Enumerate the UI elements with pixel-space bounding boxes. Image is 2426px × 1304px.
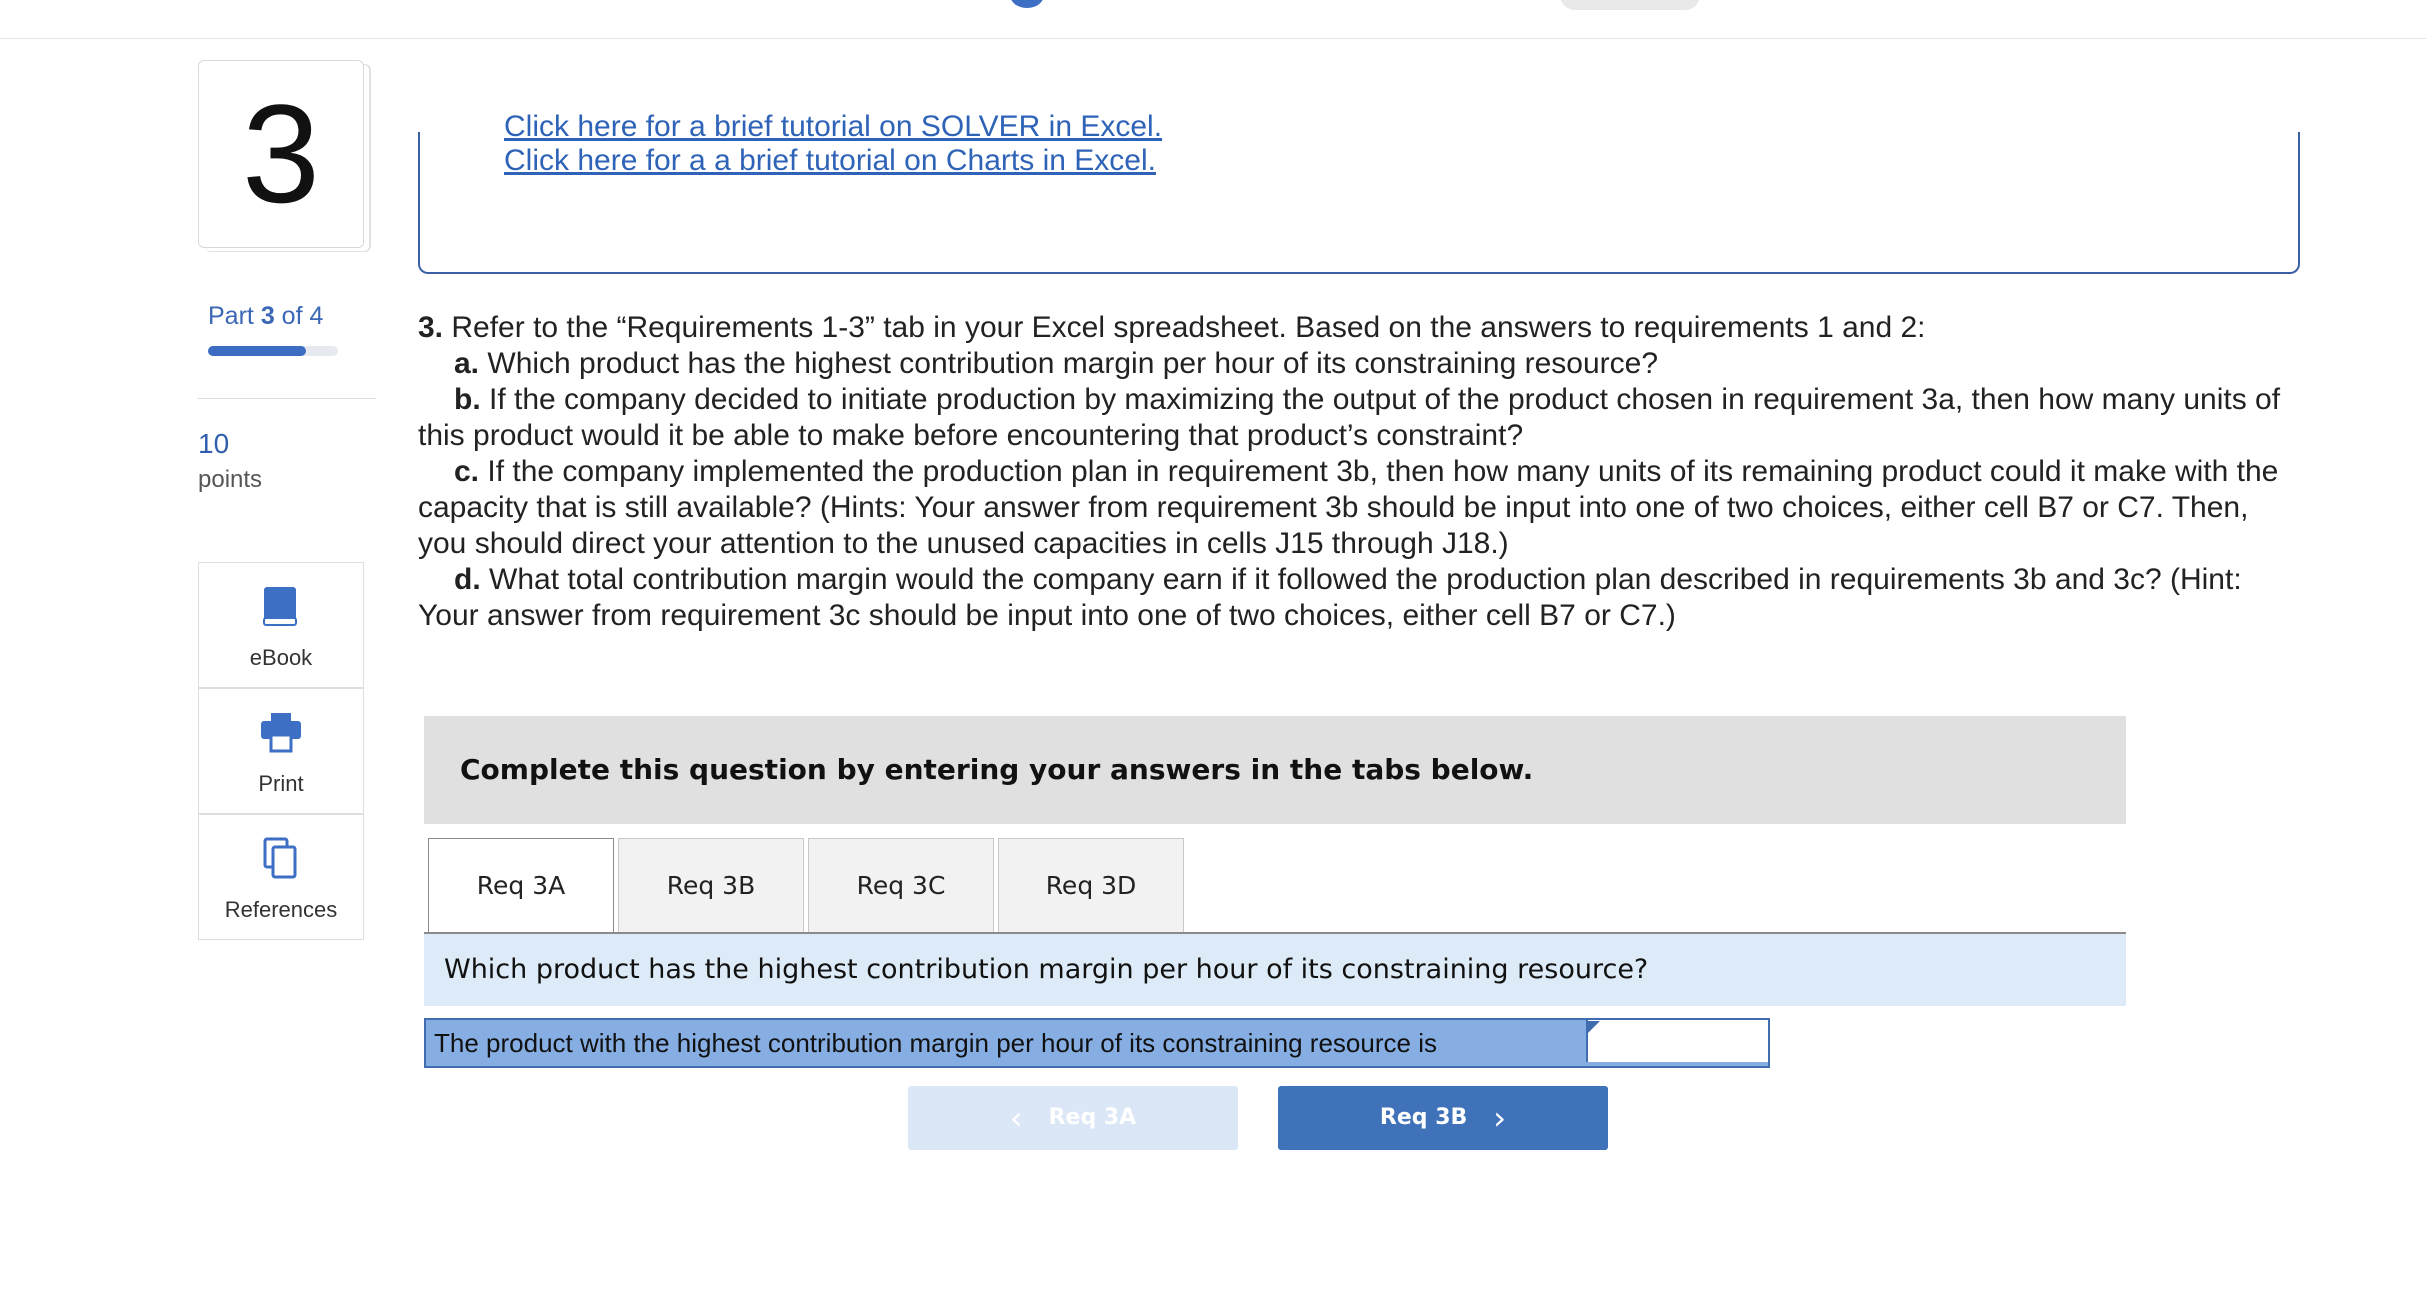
prompt-b-text: If the company decided to initiate production by maximizing the output of the product chosen in requirement 3a, then how many units of this product would it be able to make before encountering that product’s constraint?	[418, 383, 2281, 452]
previous-requirement-button[interactable]	[908, 1086, 1238, 1150]
prompt-b-label: b.	[454, 383, 481, 416]
print-label: Print	[258, 771, 304, 796]
prompt-lead: Refer to the “Requirements 1-3” tab in your Excel spreadsheet. Based on the answers to requirements 1 and 2:	[451, 311, 1926, 344]
answer-label: The product with the highest contribution margin per hour of its constraining resource is	[434, 1028, 1437, 1058]
question-prompt	[418, 310, 2298, 634]
tab-req-3c[interactable]: Req 3C	[808, 838, 994, 934]
requirement-question-banner	[424, 934, 2126, 1006]
prompt-c-label: c.	[454, 455, 480, 488]
answer-input[interactable]	[1586, 1020, 1768, 1062]
charts-tutorial-link[interactable]: Click here for a a brief tutorial on Charts in Excel.	[504, 144, 1156, 177]
instruction-panel	[424, 716, 2126, 824]
left-divider	[198, 398, 376, 399]
prompt-d-text: What total contribution margin would the company earn if it followed the production plan described in requirements 3b and 3c? (Hint: Your answer from requirement 3c should be input into one of two choices, either cell B7 or C7.)	[418, 563, 2242, 632]
requirement-question-text: Which product has the highest contribution margin per hour of its constraining resource?	[444, 954, 1649, 985]
tab-req-3b[interactable]: Req 3B	[618, 838, 804, 934]
prompt-d-label: d.	[454, 563, 481, 596]
tab-req-3d[interactable]: Req 3D	[998, 838, 1184, 934]
top-bar-pill[interactable]	[1560, 0, 1700, 10]
instruction-text: Complete this question by entering your answers in the tabs below.	[460, 753, 1534, 786]
prompt-number: 3.	[418, 311, 444, 344]
prompt-a-text: Which product has the highest contribution margin per hour of its constraining resource?	[487, 347, 1659, 380]
chevron-left-icon: ‹	[1009, 1099, 1023, 1137]
question-number: 3	[242, 75, 320, 232]
top-bar-indicator	[1010, 0, 1044, 8]
part-current: 3	[260, 302, 275, 330]
print-button[interactable]	[198, 688, 364, 814]
tab-req-3a[interactable]: Req 3A	[428, 838, 614, 935]
solver-tutorial-link[interactable]: Click here for a brief tutorial on SOLVER in Excel.	[504, 110, 1163, 143]
previous-requirement-label: Req 3A	[1048, 1105, 1137, 1130]
part-indicator	[208, 302, 323, 331]
points-label: points	[198, 466, 263, 493]
copy-icon	[199, 837, 363, 881]
references-label: References	[224, 897, 338, 922]
answer-row	[424, 1018, 1770, 1068]
points-value: 10	[198, 428, 230, 459]
part-progress-bar	[208, 346, 338, 356]
prompt-a-label: a.	[454, 347, 480, 380]
part-word: Part	[208, 302, 254, 330]
ebook-button[interactable]	[198, 562, 364, 688]
next-requirement-button[interactable]	[1278, 1086, 1608, 1150]
references-button[interactable]	[198, 814, 364, 940]
ebook-label: eBook	[249, 645, 313, 670]
next-requirement-label: Req 3B	[1379, 1105, 1468, 1130]
prompt-c-text: If the company implemented the production plan in requirement 3b, then how many units of its remaining product could it make with the capacity that is still available? (Hints: Your answer from requirement 3b should be input into one of two choices, either cell B7 or C7. Then, you should direct your attention to the unused capacities in cells J15 through J18.)	[418, 455, 2279, 560]
question-number-card	[198, 60, 364, 248]
book-icon	[199, 585, 363, 629]
part-of: of 4	[281, 302, 324, 330]
chevron-right-icon: ›	[1493, 1099, 1507, 1137]
top-bar	[0, 0, 2426, 39]
part-progress-fill	[208, 346, 306, 356]
answer-input-marker	[1588, 1021, 1600, 1033]
printer-icon	[199, 711, 363, 755]
tutorial-links-box	[418, 110, 2300, 274]
